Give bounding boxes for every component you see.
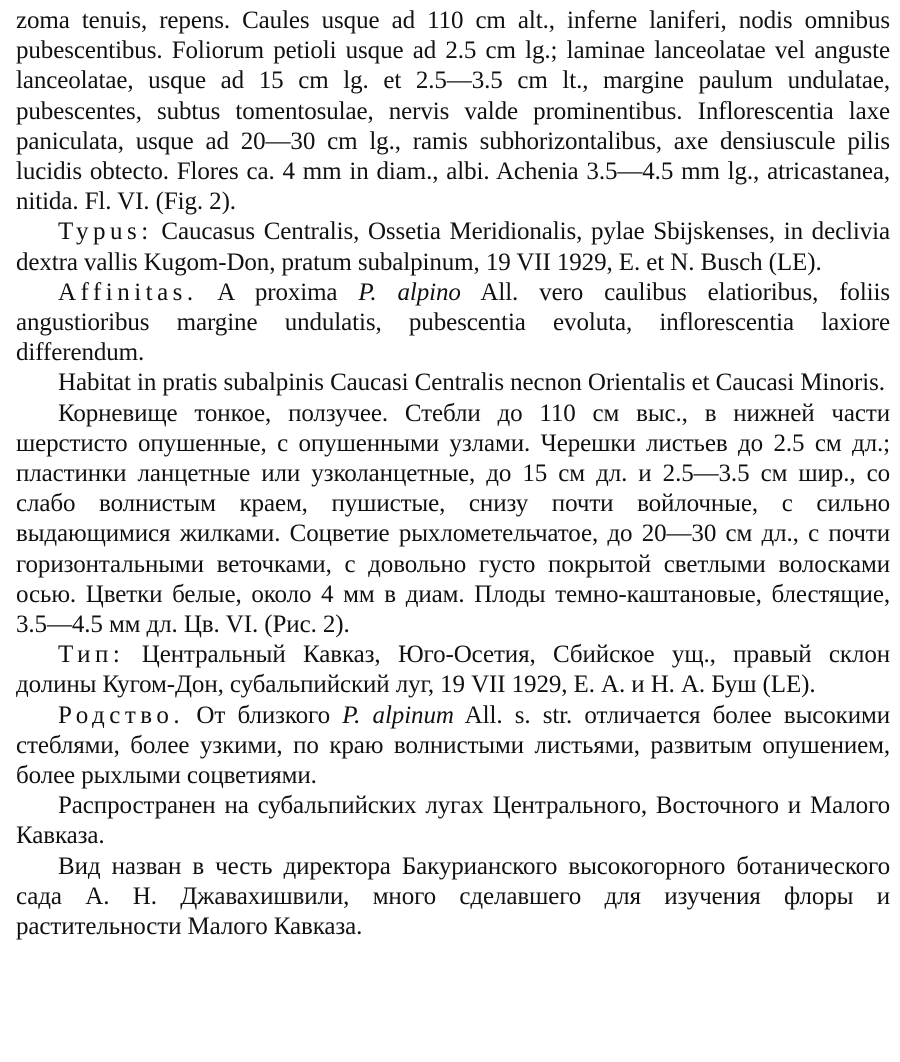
russian-type-paragraph	[16, 640, 890, 700]
russian-distribution-text: Распространен на субальпийских лугах Центрального, Восточного и Малого Кавказа.	[16, 792, 890, 850]
latin-type-text: Caucasus Centralis, Ossetia Meridionalis, pylae Sbijskenses, in declivia dextra vallis Kugom-Don, pratum subalpinum, 19 VII 1929, E. et N. Busch (LE).	[16, 218, 890, 276]
latin-affinity-text-end: All. vero caulibus elatioribus, foliis angustioribus margine undulatis, pubescentia evoluta, inflorescentia laxiore differendum.	[16, 278, 891, 367]
russian-affinity-paragraph	[16, 701, 890, 792]
russian-affinity-species: P. alpinum	[342, 701, 454, 729]
russian-affinity-text-end: All. s. str. отличается более высокими стеблями, более узкими, по краю волнистыми листьями, развитым опушением, более рыхлыми соцветиями.	[16, 701, 891, 790]
russian-etymology-text: Вид назван в честь директора Бакурианского высокогорного ботанического сада А. Н. Джавахишвили, много сделавшего для изучения флоры и растительности Малого Кавказа.	[16, 852, 890, 941]
russian-affinity-text-start: От близкого	[184, 701, 343, 729]
latin-description-text: zoma tenuis, repens. Caules usque ad 110 cm alt., inferne laniferi, nodis omnibus pubescentibus. Foliorum petioli usque ad 2.5 cm lg.; laminae lanceolatae vel anguste lanceolatae, usque ad 15 cm lg. et 2.5—3.5 cm lt., margine paulum undulatae, pubescentes, subtus tomentosulae, nervis valde prominentibus. Inflorescentia laxe paniculata, usque ad 20—30 cm lg., ramis subhorizontalibus, axe densiuscule pilis lucidis obtecto. Flores ca. 4 mm in diam., albi. Achenia 3.5—4.5 mm lg., atricastanea, nitida. Fl. VI. (Fig. 2).	[16, 7, 890, 216]
russian-etymology-paragraph	[16, 852, 890, 943]
latin-affinity-text-start: A proxima	[197, 278, 359, 306]
latin-habitat-paragraph	[16, 368, 890, 398]
russian-distribution-paragraph	[16, 791, 890, 851]
latin-habitat-text: Habitat in pratis subalpinis Caucasi Centralis necnon Orientalis et Caucasi Minoris.	[58, 369, 885, 397]
document-page	[16, 6, 890, 942]
russian-affinity-label: Родство.	[58, 701, 185, 729]
latin-type-paragraph	[16, 217, 890, 277]
russian-description-paragraph	[16, 399, 890, 641]
latin-type-label: Typus:	[58, 218, 153, 246]
russian-type-text: Центральный Кавказ, Юго-Осетия, Сбийское ущ., правый склон долины Кугом-Дон, субальпийский луг, 19 VII 1929, Е. А. и Н. А. Буш (LE).	[16, 641, 890, 699]
latin-affinity-label: Affinitas.	[58, 278, 198, 306]
latin-affinity-paragraph	[16, 278, 890, 369]
russian-type-label: Тип:	[58, 641, 125, 669]
latin-affinity-species: P. alpino	[358, 278, 461, 306]
russian-description-text: Корневище тонкое, ползучее. Стебли до 110 см выс., в нижней части шерстисто опушенные, с опушенными узлами. Черешки листьев до 2.5 см дл.; пластинки ланцетные или узколанцетные, до 15 см дл. и 2.5—3.5 см шир., со слабо волнистым краем, пушистые, снизу почти войлочные, с сильно выдающимися жилками. Соцветие рыхлометельчатое, до 20—30 см дл., с почти горизонтальными веточками, с довольно густо покрытой светлыми волосками осью. Цветки белые, около 4 мм в диам. Плоды темно-каштановые, блестящие, 3.5—4.5 мм дл. Цв. VI. (Рис. 2).	[16, 399, 890, 639]
latin-description-continued	[16, 6, 890, 217]
